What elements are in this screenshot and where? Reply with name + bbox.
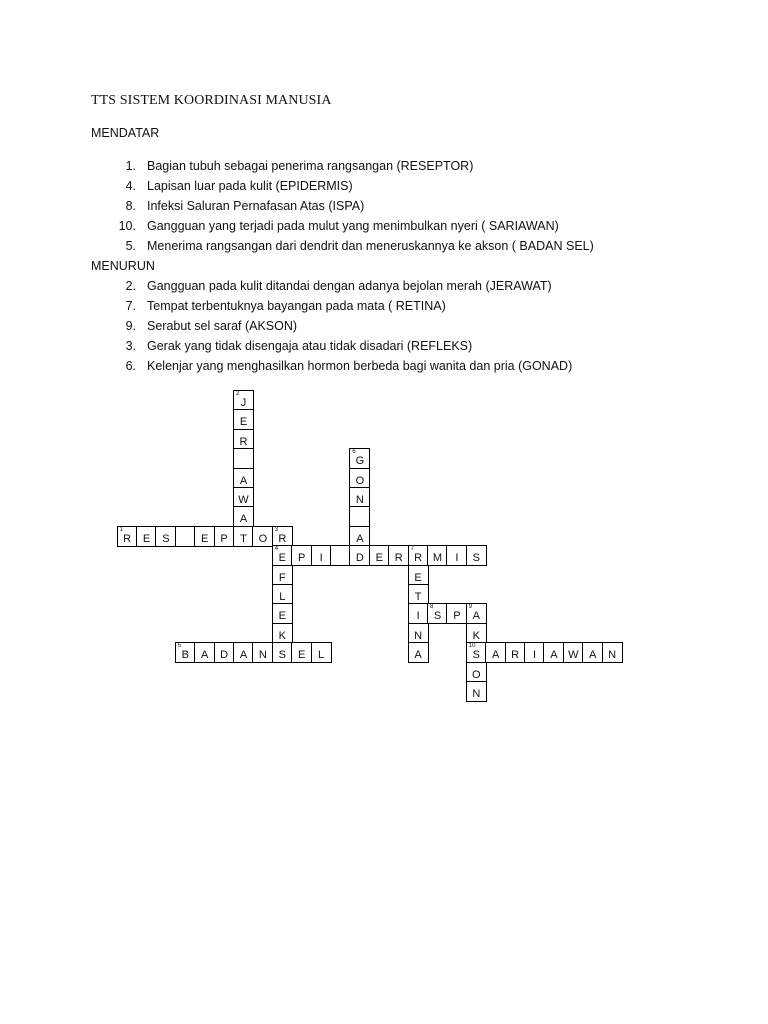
cell-letter: E (414, 571, 422, 584)
cell-letter: E (201, 532, 209, 545)
page-title: TTS SISTEM KOORDINASI MANUSIA (91, 93, 332, 108)
clue-number: 1. (125, 159, 136, 173)
cell-letter: A (414, 649, 422, 662)
crossword-cell[interactable] (505, 642, 526, 663)
cell-letter: A (239, 474, 248, 487)
crossword-cell[interactable] (136, 526, 157, 547)
cell-letter: O (355, 474, 365, 487)
crossword-cell[interactable] (233, 642, 254, 663)
cell-letter: S (433, 610, 442, 623)
cell-number: 10 (468, 643, 476, 650)
crossword-cell[interactable] (252, 526, 273, 547)
crossword-cell[interactable] (408, 565, 429, 586)
crossword-cell[interactable] (233, 468, 254, 489)
cell-letter: E (298, 649, 306, 662)
crossword-cell[interactable] (466, 545, 487, 566)
crossword-cell[interactable] (272, 623, 293, 644)
cell-letter: R (394, 552, 403, 565)
cell-number: 6 (352, 449, 356, 456)
clue-number: 9. (125, 319, 136, 333)
cell-letter: G (355, 455, 365, 468)
cell-letter: W (238, 494, 249, 506)
cell-letter: A (239, 649, 248, 662)
cell-letter: A (589, 649, 597, 662)
cell-letter: S (472, 552, 480, 565)
clue-number: 8. (125, 199, 136, 213)
crossword-cell[interactable] (117, 526, 138, 547)
crossword-cell[interactable] (233, 429, 254, 450)
cell-letter: O (258, 532, 268, 545)
clue-text: Bagian tubuh sebagai penerima rangsangan (RESEPTOR) (147, 159, 474, 173)
crossword-cell[interactable] (466, 681, 487, 702)
cell-letter: L (279, 591, 286, 603)
cell-letter: S (278, 649, 286, 662)
crossword-cell[interactable] (466, 642, 487, 663)
cell-letter: A (356, 532, 364, 545)
crossword-cell[interactable] (272, 545, 293, 566)
clue-text: Menerima rangsangan dari dendrit dan meneruskannya ke akson ( BADAN SEL) (147, 239, 594, 253)
crossword-cell[interactable] (349, 468, 370, 489)
clue-number: 4. (125, 179, 136, 193)
cell-letter: E (239, 416, 248, 429)
crossword-cell[interactable] (582, 642, 603, 663)
cell-number: 7 (410, 546, 414, 553)
cell-letter: S (162, 532, 170, 545)
crossword-cell[interactable] (194, 642, 215, 663)
crossword-cell[interactable] (349, 448, 370, 469)
cell-letter: R (414, 552, 423, 565)
cell-letter: E (278, 610, 286, 623)
cell-letter: A (239, 513, 248, 526)
cell-letter: A (492, 649, 500, 662)
cell-letter: R (511, 649, 520, 662)
crossword-cell[interactable] (466, 623, 487, 644)
crossword-cell[interactable] (466, 662, 487, 683)
cell-letter: E (278, 552, 286, 565)
crossword-cell[interactable] (272, 603, 293, 624)
cell-letter: L (318, 649, 325, 662)
cell-letter: R (123, 532, 132, 545)
crossword-cell[interactable] (427, 603, 448, 624)
crossword-cell[interactable] (233, 506, 254, 527)
clue-number: 5. (125, 239, 136, 253)
crossword-cell[interactable] (272, 584, 293, 605)
crossword-cell[interactable] (349, 487, 370, 508)
crossword-cell[interactable] (252, 642, 273, 663)
cell-letter: I (455, 552, 459, 565)
crossword-cell[interactable] (272, 526, 293, 547)
crossword-cell[interactable] (272, 565, 293, 586)
cell-number: 2 (236, 391, 240, 397)
cell-letter: E (375, 552, 383, 565)
cell-letter: N (355, 494, 364, 506)
cell-letter: T (414, 591, 422, 603)
clue-number: 10. (118, 219, 136, 233)
crossword-cell[interactable] (330, 545, 351, 566)
clue-text: Tempat terbentuknya bayangan pada mata ( RETINA) (147, 299, 446, 313)
crossword-cell[interactable] (233, 487, 254, 508)
crossword-cell[interactable] (446, 545, 467, 566)
cell-letter: I (416, 610, 420, 623)
cell-number: 3 (274, 526, 279, 533)
cell-letter: R (239, 435, 248, 448)
cell-letter: A (472, 610, 480, 623)
crossword-cell[interactable] (446, 603, 467, 624)
crossword-cell[interactable] (602, 642, 623, 663)
crossword-cell[interactable] (175, 642, 196, 663)
crossword-cell[interactable] (485, 642, 506, 663)
cell-number: 5 (177, 643, 182, 650)
crossword-cell[interactable] (408, 545, 429, 566)
crossword-cell[interactable] (311, 642, 332, 663)
crossword-cell[interactable] (408, 623, 429, 644)
clue-text: Gangguan yang terjadi pada mulut yang menimbulkan nyeri ( SARIAWAN) (147, 219, 559, 233)
crossword-cell[interactable] (349, 545, 370, 566)
cell-letter: M (432, 552, 443, 565)
clue-text: Gangguan pada kulit ditandai dengan adanya bejolan merah (JERAWAT) (147, 279, 552, 293)
cell-letter: R (278, 532, 287, 545)
crossword-cell[interactable] (349, 506, 370, 527)
cell-letter: E (142, 532, 151, 545)
cell-letter: K (278, 629, 286, 642)
menurun-heading: MENURUN (91, 259, 155, 273)
crossword-cell[interactable] (369, 545, 390, 566)
crossword-cell[interactable] (194, 526, 215, 547)
crossword-cell[interactable] (311, 545, 332, 566)
cell-letter: P (453, 610, 461, 623)
clue-number: 2. (125, 279, 136, 293)
clue-number: 3. (125, 339, 136, 353)
crossword-cell[interactable] (214, 642, 235, 663)
cell-letter: F (278, 571, 286, 584)
cell-letter: A (201, 649, 209, 662)
cell-letter: O (472, 668, 481, 681)
clue-text: Infeksi Saluran Pernafasan Atas (ISPA) (147, 199, 365, 213)
crossword-cell[interactable] (291, 545, 312, 566)
crossword-cell[interactable] (427, 545, 448, 566)
cell-letter: T (240, 532, 247, 545)
cell-number: 9 (468, 604, 473, 611)
mendatar-heading: MENDATAR (91, 126, 160, 140)
cell-letter: P (220, 532, 228, 545)
crossword-cell[interactable] (524, 642, 545, 663)
clue-text: Gerak yang tidak disengaja atau tidak disadari (REFLEKS) (147, 339, 473, 353)
crossword-cell[interactable] (233, 390, 254, 411)
cell-letter: K (472, 629, 480, 642)
crossword-cell[interactable] (466, 603, 487, 624)
cell-letter: S (472, 649, 480, 662)
crossword-cell[interactable] (214, 526, 235, 547)
cell-number: 4 (274, 546, 279, 553)
crossword-cell[interactable] (233, 448, 254, 469)
crossword-cell[interactable] (408, 642, 429, 663)
crossword-cell[interactable] (408, 603, 429, 624)
clue-text: Lapisan luar pada kulit (EPIDERMIS) (147, 179, 353, 193)
cell-letter: N (414, 629, 423, 642)
cell-letter: W (568, 649, 579, 662)
crossword-cell[interactable] (272, 642, 293, 663)
clue-number: 7. (125, 299, 136, 313)
cell-letter: N (608, 649, 617, 662)
crossword-cell[interactable] (155, 526, 176, 547)
cell-number: 1 (119, 526, 123, 533)
crossword-cell[interactable] (349, 526, 370, 547)
crossword-cell[interactable] (233, 409, 254, 430)
crossword-cell[interactable] (175, 526, 196, 547)
cell-letter: D (355, 552, 364, 565)
crossword-cell[interactable] (233, 526, 254, 547)
cell-number: 8 (430, 604, 434, 611)
cell-letter: I (319, 552, 323, 565)
cell-letter: N (472, 688, 481, 700)
crossword-cell[interactable] (408, 584, 429, 605)
cell-letter: N (258, 649, 267, 662)
cell-letter: A (550, 649, 558, 662)
clue-text: Kelenjar yang menghasilkan hormon berbeda bagi wanita dan pria (GONAD) (147, 359, 573, 373)
crossword-cell[interactable] (543, 642, 564, 663)
cell-letter: B (181, 649, 189, 662)
cell-letter: I (532, 649, 537, 662)
cell-letter: P (298, 552, 306, 565)
crossword-cell[interactable] (563, 642, 584, 663)
crossword-cell[interactable] (388, 545, 409, 566)
crossword-cell[interactable] (291, 642, 312, 663)
clue-number: 6. (125, 359, 136, 373)
cell-letter: D (220, 649, 229, 662)
cell-letter: J (240, 397, 247, 409)
clue-text: Serabut sel saraf (AKSON) (147, 319, 298, 333)
